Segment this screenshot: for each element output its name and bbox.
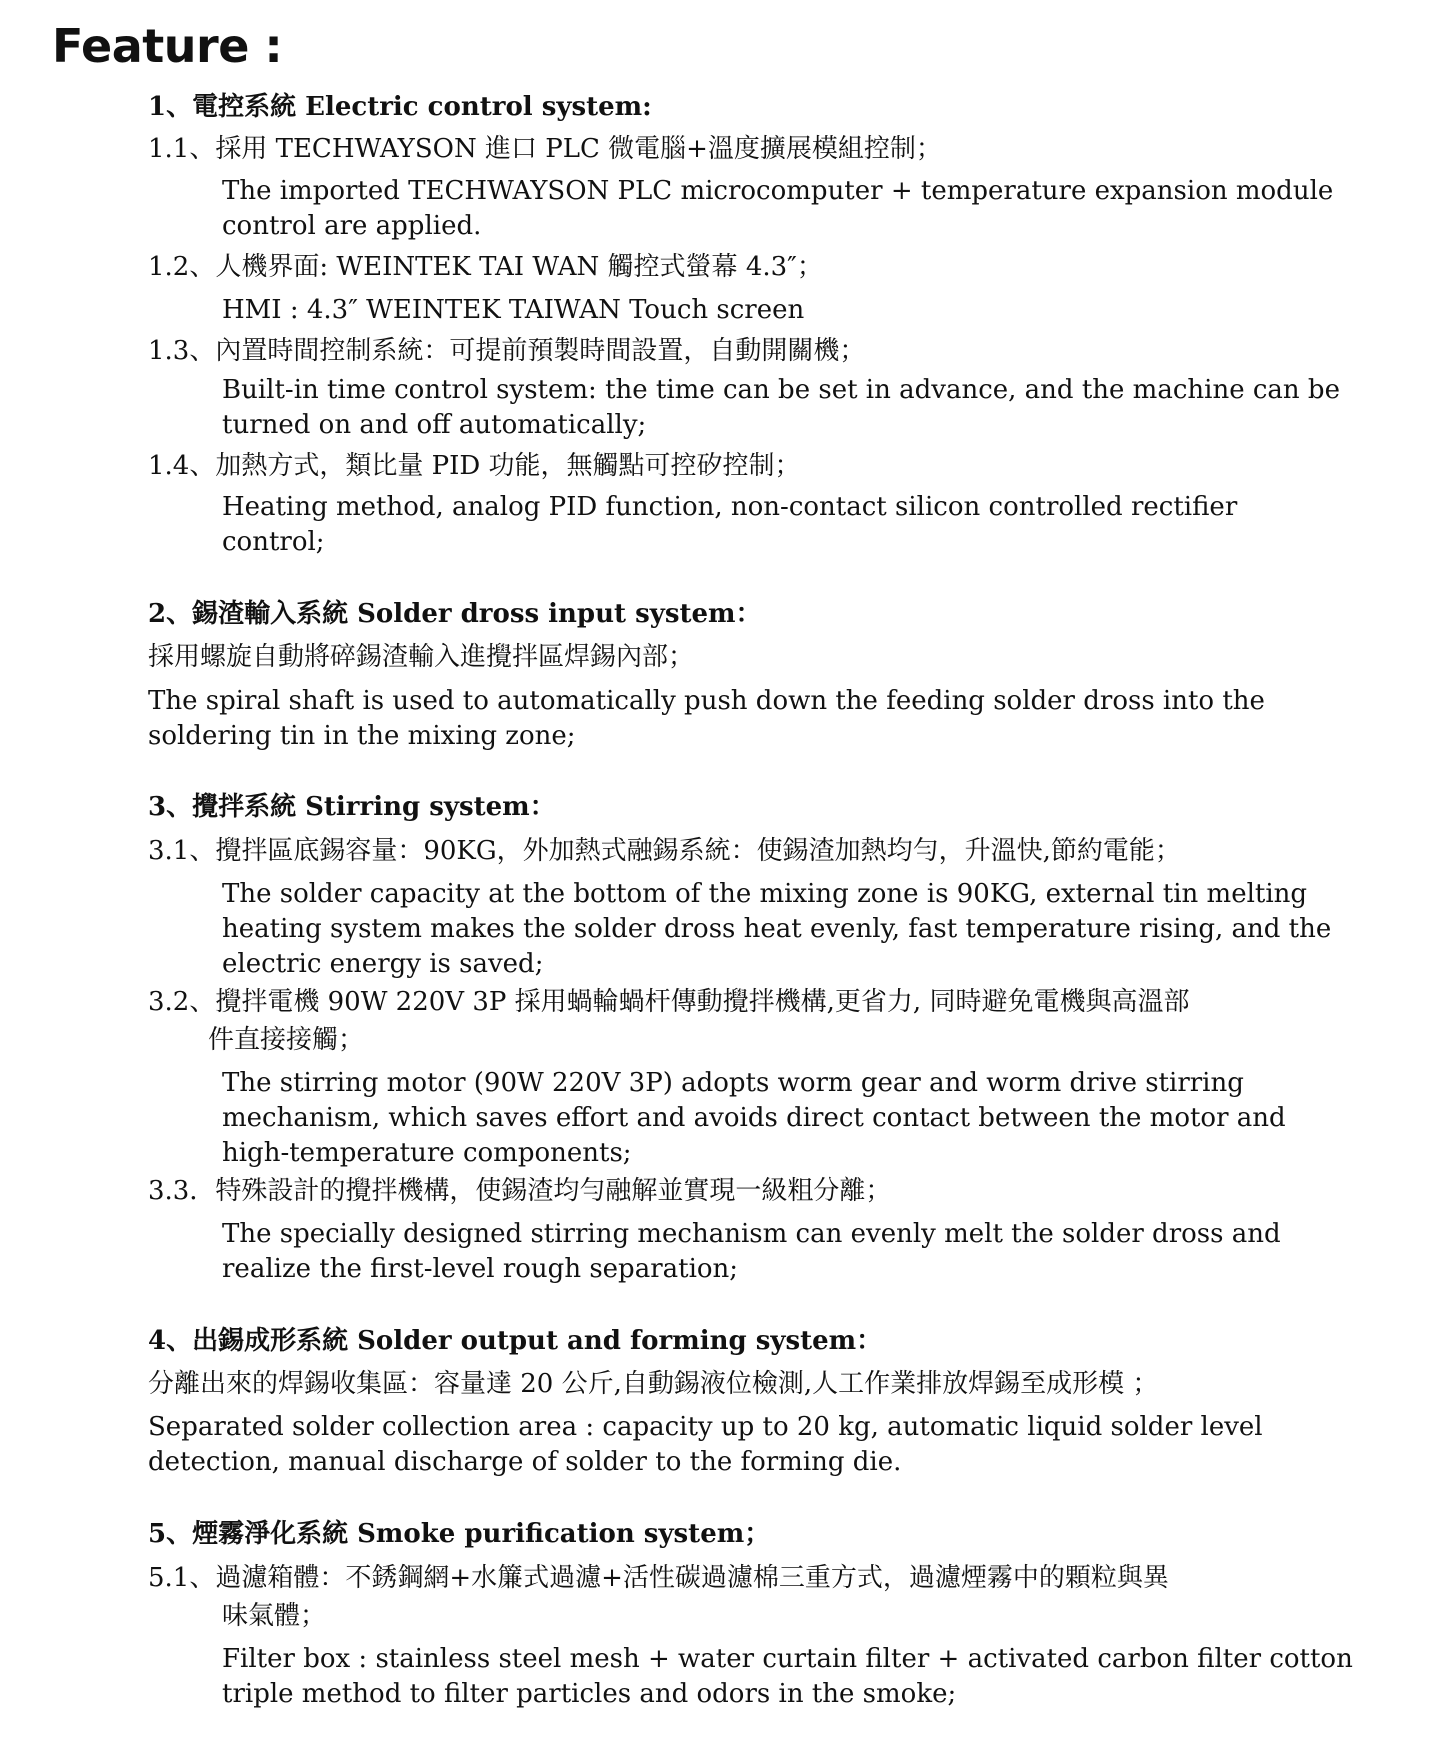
item-5-1-zh: 5.1、過濾箱體：不銹鋼網+水簾式過濾+活性碳過濾棉三重方式，過濾煙霧中的顆粒與異	[148, 1563, 1169, 1593]
item-3-3-en-cont: realize the first-level rough separation;	[222, 1254, 739, 1284]
section-4-en-cont: detection, manual discharge of solder to the forming die.	[148, 1447, 902, 1477]
item-1-2-zh: 1.2、人機界面: WEINTEK TAI WAN 觸控式螢幕 4.3″；	[148, 252, 823, 282]
item-1-1-en-cont: control are applied.	[222, 211, 482, 241]
item-5-1-en: Filter box : stainless steel mesh + water curtain filter + activated carbon filter cotton	[222, 1644, 1353, 1674]
section-1-heading: 1、電控系統 Electric control system:	[148, 92, 652, 122]
item-5-1-zh-cont: 味氣體；	[222, 1601, 327, 1631]
item-1-4-en-cont: control;	[222, 527, 325, 557]
section-2-zh: 採用螺旋自動將碎錫渣輸入進攪拌區焊錫內部；	[148, 642, 695, 672]
page-title: Feature :	[52, 19, 283, 73]
item-1-4-en: Heating method, analog PID function, non-contact silicon controlled rectifier	[222, 492, 1238, 522]
item-3-2-zh-cont: 件直接接觸；	[208, 1025, 365, 1055]
item-3-2-zh: 3.2、攪拌電機 90W 220V 3P 採用蝸輪蝸杆傳動攪拌機構,更省力, 同時避免電機與高溫部	[148, 987, 1190, 1017]
section-4-en: Separated solder collection area : capacity up to 20 kg, automatic liquid solder level	[148, 1412, 1263, 1442]
item-1-3-en: Built-in time control system: the time can be set in advance, and the machine can be	[222, 375, 1340, 405]
item-3-3-en: The specially designed stirring mechanism can evenly melt the solder dross and	[222, 1219, 1281, 1249]
item-1-3-en-cont: turned on and off automatically;	[222, 410, 647, 440]
item-1-3-zh: 1.3、內置時間控制系統：可提前預製時間設置，自動開關機；	[148, 336, 866, 366]
item-3-1-en-cont: heating system makes the solder dross heat evenly, fast temperature rising, and the	[222, 914, 1332, 944]
item-1-2-en: HMI : 4.3″ WEINTEK TAIWAN Touch screen	[222, 295, 805, 325]
item-3-3-zh: 3.3．特殊設計的攪拌機構，使錫渣均勻融解並實現一級粗分離；	[148, 1176, 892, 1206]
section-2-heading: 2、錫渣輸入系統 Solder dross input system：	[148, 599, 762, 629]
item-1-1-en: The imported TECHWAYSON PLC microcomputer + temperature expansion module	[222, 176, 1334, 206]
section-5-heading: 5、煙霧淨化系統 Smoke purification system；	[148, 1519, 771, 1549]
section-4-heading: 4、出錫成形系統 Solder output and forming system：	[148, 1326, 883, 1356]
item-1-4-zh: 1.4、加熱方式，類比量 PID 功能，無觸點可控矽控制；	[148, 451, 801, 481]
item-3-1-en: The solder capacity at the bottom of the mixing zone is 90KG, external tin melting	[222, 879, 1308, 909]
item-1-1-zh: 1.1、採用 TECHWAYSON 進口 PLC 微電腦+溫度擴展模組控制；	[148, 134, 942, 164]
item-5-1-en-cont: triple method to filter particles and odors in the smoke;	[222, 1679, 957, 1709]
item-3-2-en-cont2: high-temperature components;	[222, 1138, 632, 1168]
item-3-2-en: The stirring motor (90W 220V 3P) adopts worm gear and worm drive stirring	[222, 1068, 1244, 1098]
item-3-2-en-cont: mechanism, which saves effort and avoids direct contact between the motor and	[222, 1103, 1286, 1133]
section-4-zh: 分離出來的焊錫收集區：容量達 20 公斤,自動錫液位檢測,人工作業排放焊錫至成形模 ；	[148, 1369, 1159, 1399]
section-3-heading: 3、攪拌系統 Stirring system：	[148, 792, 556, 822]
section-2-en: The spiral shaft is used to automatically push down the feeding solder dross into the	[148, 686, 1265, 716]
item-3-1-en-cont2: electric energy is saved;	[222, 949, 544, 979]
item-3-1-zh: 3.1、攪拌區底錫容量：90KG，外加熱式融錫系統：使錫渣加熱均勻，升溫快,節約電能；	[148, 836, 1181, 866]
section-2-en-cont: soldering tin in the mixing zone;	[148, 721, 576, 751]
